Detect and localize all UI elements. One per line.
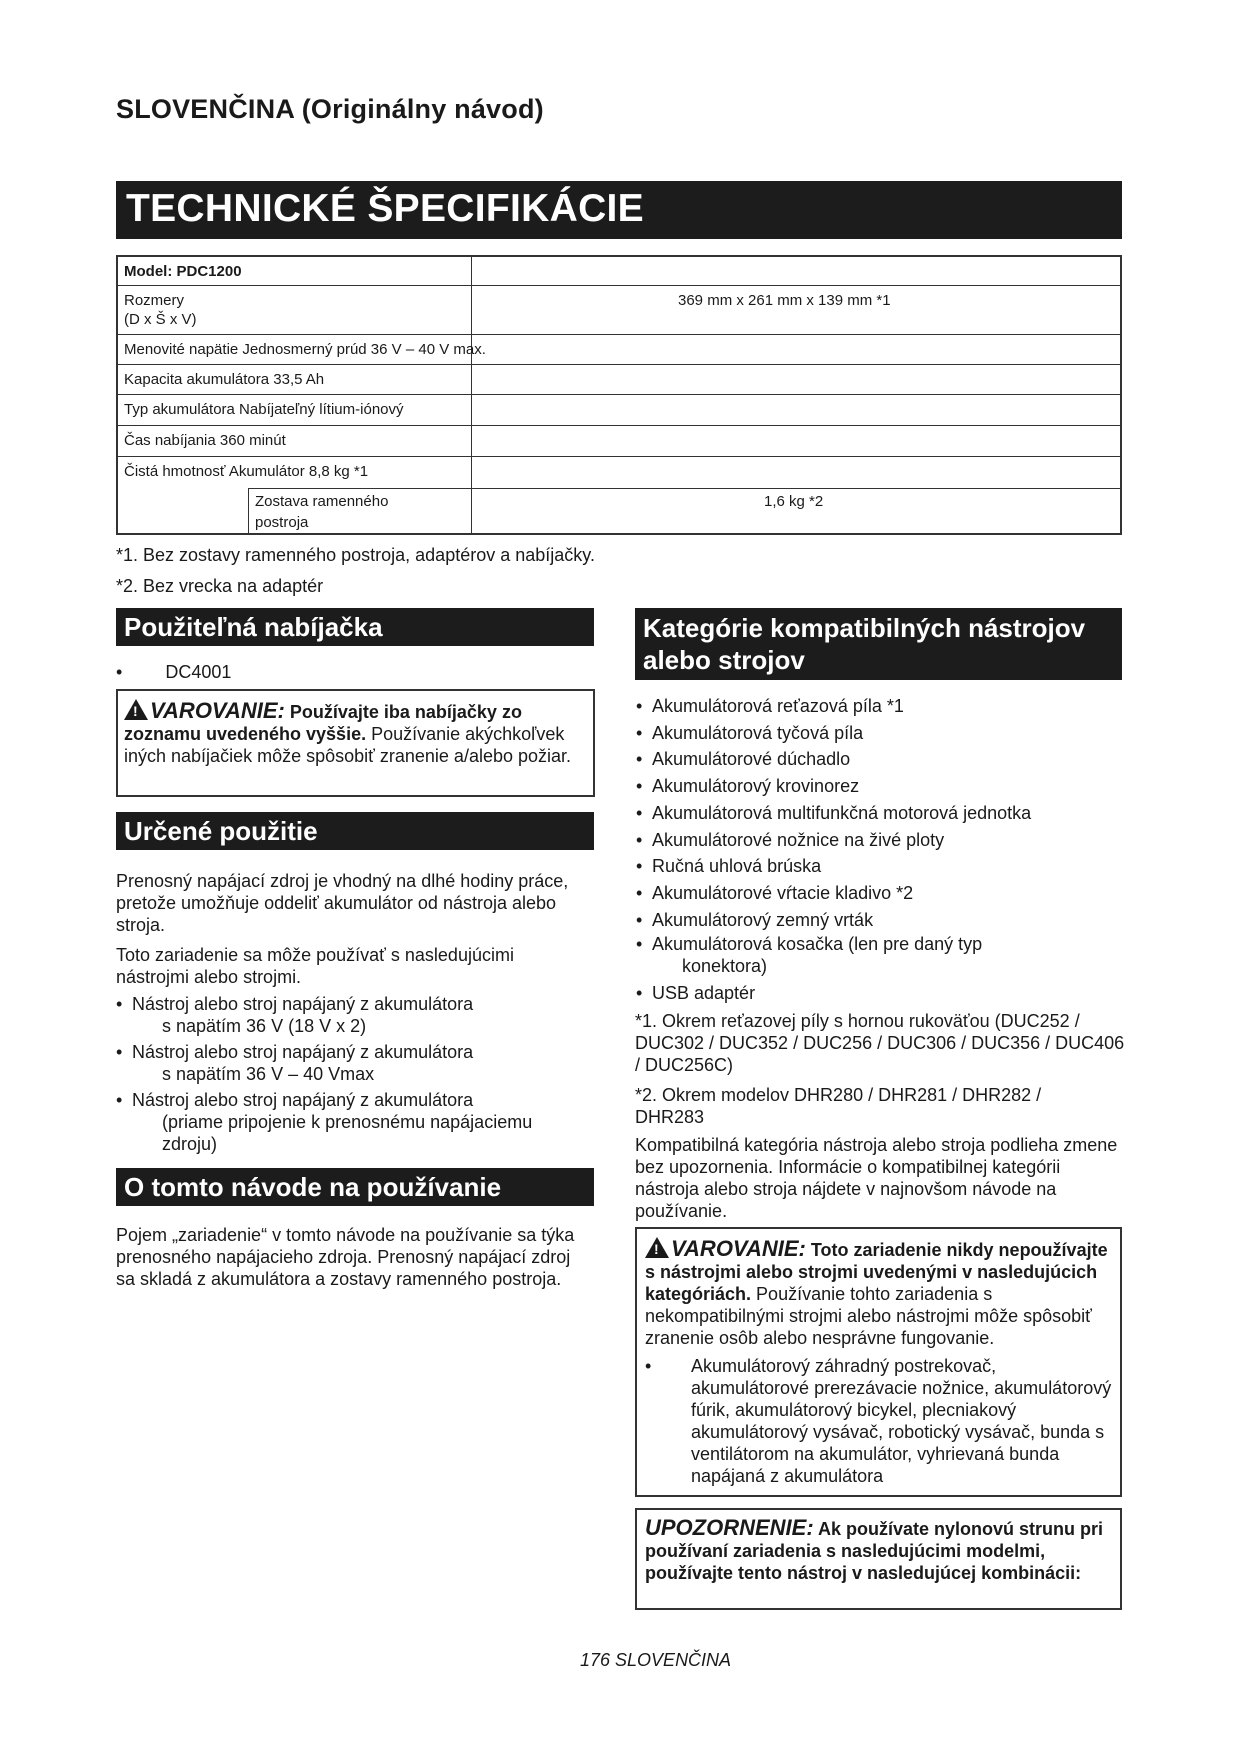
list-item: • USB adaptér bbox=[636, 980, 1126, 1007]
spec-row-label: Kapacita akumulátora 33,5 Ah bbox=[124, 371, 325, 388]
spec-footnote: *1. Bez zostavy ramenného postroja, adaptérov a nabíjačky. bbox=[116, 545, 595, 565]
spec-model-label: Model: PDC1200 bbox=[124, 263, 242, 280]
spec-row-label: Čas nabíjania 360 minút bbox=[124, 432, 286, 449]
list-item: • Akumulátorová tyčová píla bbox=[636, 720, 1126, 747]
caution-text bbox=[645, 1517, 1114, 1584]
list-item-line: zdroju) bbox=[162, 1134, 218, 1154]
warning-icon bbox=[645, 1237, 669, 1258]
spec-sub-label: postroja bbox=[255, 514, 309, 531]
list-item-line: • Nástroj alebo stroj napájaný z akumulátora bbox=[132, 1042, 474, 1062]
caution-heading: UPOZORNENIE: bbox=[645, 1515, 814, 1540]
bullet: • bbox=[116, 662, 123, 682]
compat-paragraph: Kompatibilná kategória nástroja alebo stroja podlieha zmene bez upozornenia. Informácie o kompatibilnej kategórii nástroja alebo stroja nájdete v najnovšom návode na používanie. bbox=[635, 1135, 1118, 1221]
list-item: • Akumulátorová reťazová píla *1 bbox=[636, 693, 1126, 720]
page-number: 176 SLOVENČINA bbox=[580, 1650, 732, 1670]
compat-warning-text bbox=[645, 1237, 1114, 1349]
spec-row-label: Typ akumulátora Nabíjateľný lítium-iónový bbox=[124, 401, 404, 418]
charger-warning-text bbox=[124, 699, 587, 767]
spec-row-label: Rozmery bbox=[124, 292, 185, 309]
list-item: • Akumulátorová multifunkčná motorová jednotka bbox=[636, 800, 1126, 827]
list-item bbox=[116, 1041, 606, 1085]
charger-model: DC4001 bbox=[165, 662, 232, 682]
spec-row-label: Menovité napätie Jednosmerný prúd 36 V – 40 V max. bbox=[124, 341, 486, 358]
list-item-line: konektora) bbox=[682, 956, 768, 977]
spec-title: TECHNICKÉ ŠPECIFIKÁCIE bbox=[116, 181, 1122, 239]
list-item-line: (priame pripojenie k prenosnému napájaciemu bbox=[162, 1112, 533, 1132]
compat-warning-list bbox=[645, 1355, 1114, 1487]
about-paragraph: Pojem „zariadenie“ v tomto návode na používanie sa týka prenosného napájacieho zdroja. Prenosný napájací zdroj sa skladá z akumulátora a zostavy ramenného postroja. bbox=[116, 1225, 575, 1289]
spec-sub-label: Zostava ramenného bbox=[255, 493, 389, 510]
compat-section-title bbox=[635, 608, 1122, 680]
list-item: • Akumulátorové dúchadlo bbox=[636, 746, 1126, 773]
list-item: • Akumulátorové vŕtacie kladivo *2 bbox=[636, 880, 1126, 907]
list-item bbox=[116, 1089, 606, 1155]
caution-box bbox=[635, 1508, 1122, 1610]
charger-warning-box bbox=[116, 689, 595, 797]
spec-footnote: *2. Bez vrecka na adaptér bbox=[116, 576, 324, 596]
compat-note: *1. Okrem reťazovej píly s hornou rukoväťou (DUC252 / DUC302 / DUC352 / DUC256 / DUC306 / DUC356 / DUC406 / DUC256C) bbox=[635, 1011, 1125, 1075]
list-item-line: • Nástroj alebo stroj napájaný z akumulátora bbox=[132, 994, 474, 1014]
language-title: SLOVENČINA (Originálny návod) bbox=[116, 94, 544, 124]
spec-row-value: 369 mm x 261 mm x 139 mm *1 bbox=[678, 292, 891, 309]
compat-title-line: Kategórie kompatibilných nástrojov bbox=[643, 613, 1086, 643]
spec-table bbox=[116, 255, 1122, 535]
list-item-line: • Akumulátorová kosačka (len pre daný typ bbox=[652, 934, 983, 955]
intended-use-paragraph: Prenosný napájací zdroj je vhodný na dlhé hodiny práce, pretože umožňuje oddeliť akumulátor od nástroja alebo stroja. bbox=[116, 871, 569, 935]
list-item: • Akumulátorový krovinorez bbox=[636, 773, 1126, 800]
intended-use-list bbox=[116, 993, 606, 1155]
compat-note: *2. Okrem modelov DHR280 / DHR281 / DHR282 / DHR283 bbox=[635, 1085, 1042, 1127]
list-item: • Akumulátorový záhradný postrekovač, akumulátorové prerezávacie nožnice, akumulátorový fúrik, akumulátorový bicykel, plecniakový akumulátorový vysávač, robotický vysávač, bunda s ventilátorom na akumulátor, vyhrievaná bunda napájaná z akumulátora bbox=[645, 1355, 1114, 1487]
warning-bold-text: Toto zariadenie nikdy nepoužívajte s nástrojmi alebo strojmi uvedenými v nasledujúcich kategóriách. bbox=[645, 1240, 1108, 1304]
warning-icon bbox=[124, 699, 148, 720]
caution-bold-text: Ak používate nylonovú strunu pri používaní zariadenia s nasledujúcimi modelmi, používajte tento nástroj v nasledujúcej kombinácii: bbox=[645, 1519, 1104, 1583]
compat-list bbox=[636, 693, 1126, 1007]
intended-use-paragraph: Toto zariadenie sa môže používať s nasledujúcimi nástrojmi alebo strojmi. bbox=[116, 945, 514, 987]
list-item: • Akumulátorové nožnice na živé ploty bbox=[636, 827, 1126, 854]
about-section-title: O tomto návode na používanie bbox=[116, 1168, 594, 1206]
warning-heading: VAROVANIE: bbox=[150, 698, 285, 723]
charger-list-item bbox=[116, 661, 231, 683]
list-item bbox=[636, 933, 1126, 977]
spec-row-label: (D x Š x V) bbox=[124, 311, 197, 328]
warning-text: Používanie tohto zariadenia s nekompatibilnými strojmi alebo nástrojmi môže spôsobiť zranenie osôb alebo nesprávne fungovanie. bbox=[645, 1284, 1092, 1348]
intended-use-section-title: Určené použitie bbox=[116, 812, 594, 850]
list-item: • Ručná uhlová brúska bbox=[636, 853, 1126, 880]
spec-sub-value: 1,6 kg *2 bbox=[764, 493, 824, 510]
warning-bold-text: Používajte iba nabíjačky zo zoznamu uvedeného vyššie. bbox=[124, 702, 522, 744]
warning-heading: VAROVANIE: bbox=[671, 1236, 806, 1261]
charger-section-title: Použiteľná nabíjačka bbox=[116, 608, 594, 646]
warning-text: Používanie akýchkoľvek iných nabíjačiek môže spôsobiť zranenie a/alebo požiar. bbox=[124, 724, 572, 766]
spec-row-label: Čistá hmotnosť Akumulátor 8,8 kg *1 bbox=[124, 463, 369, 480]
list-item-line: • Nástroj alebo stroj napájaný z akumulátora bbox=[132, 1090, 474, 1110]
list-item bbox=[116, 993, 606, 1037]
list-item-line: s napätím 36 V – 40 Vmax bbox=[162, 1064, 375, 1084]
list-item-line: s napätím 36 V (18 V x 2) bbox=[162, 1016, 367, 1036]
compat-title-line: alebo strojov bbox=[643, 645, 805, 675]
compat-warning-box bbox=[635, 1227, 1122, 1497]
list-item: • Akumulátorový zemný vrták bbox=[636, 907, 1126, 934]
